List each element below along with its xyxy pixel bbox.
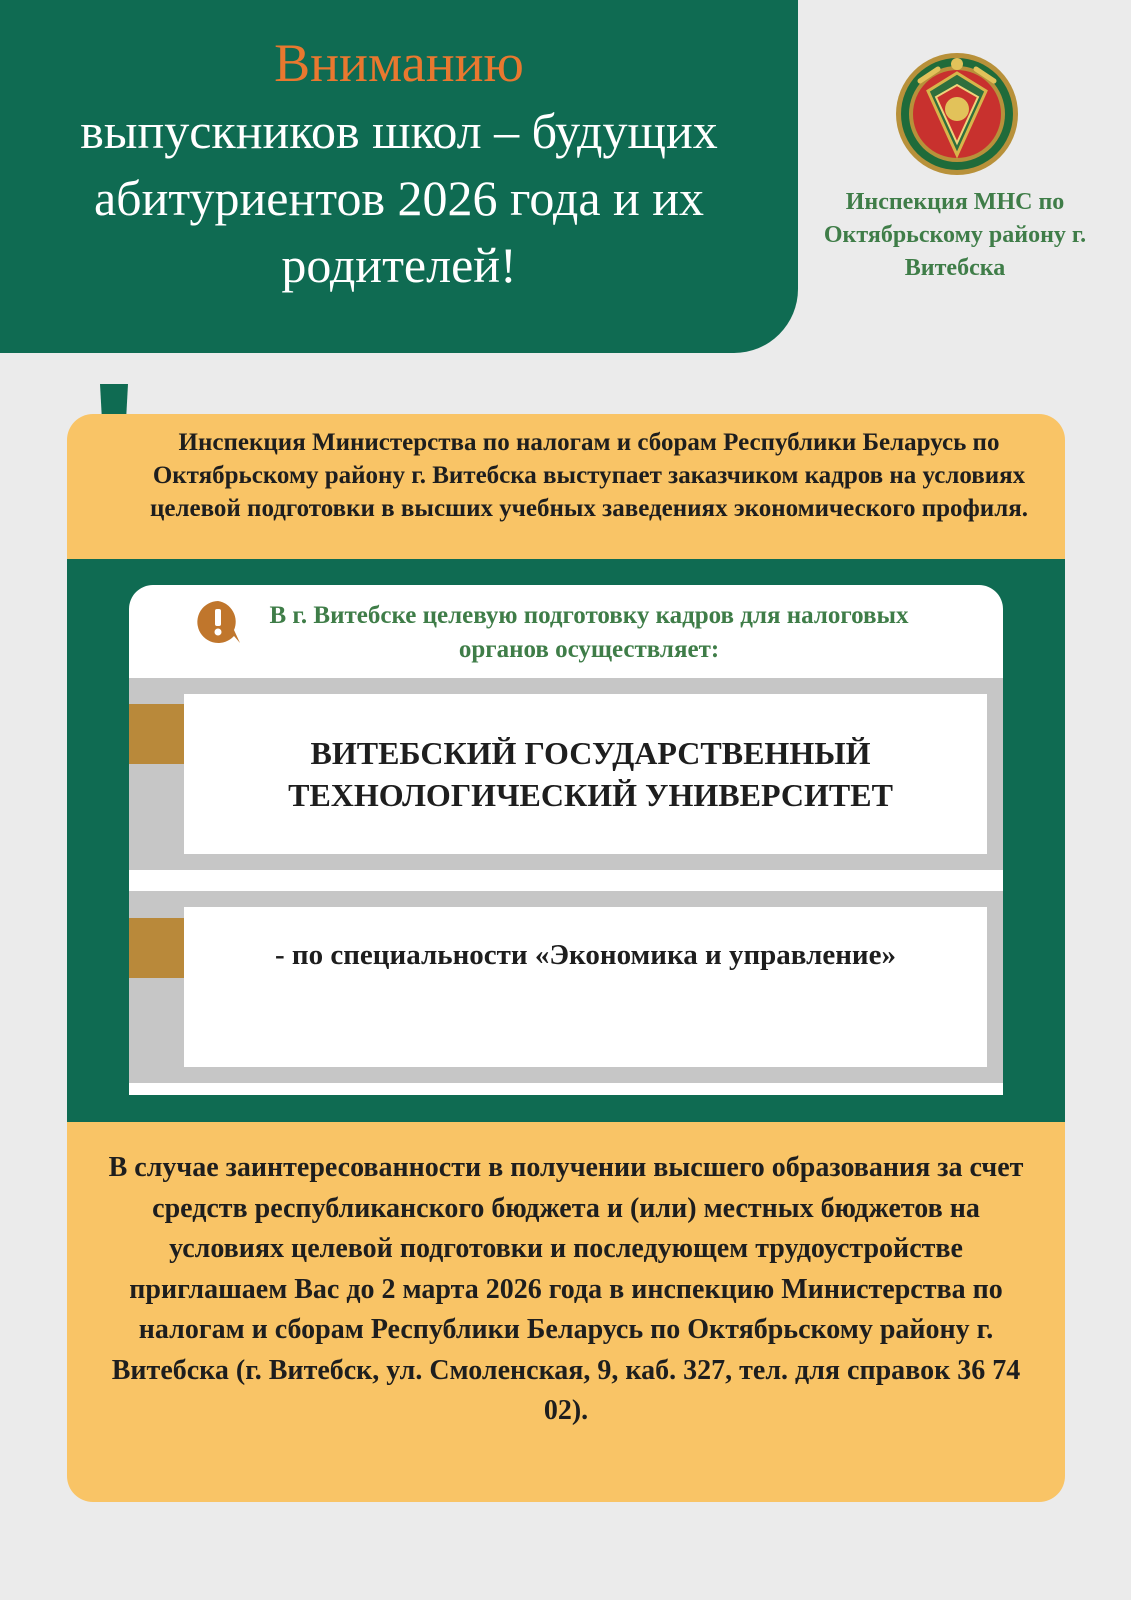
header-banner [0, 0, 798, 353]
specialty-panel [184, 907, 987, 1067]
speech-bubble-exclamation-icon [194, 598, 242, 646]
training-box [129, 585, 1003, 1095]
organization-name: Инспекция МНС по Октябрьскому району г. Витебска [823, 189, 1087, 281]
info-card [67, 414, 1065, 1502]
intro-text: Инспекция Министерства по налогам и сборам Республики Беларусь по Октябрьскому району г. Витебска выступает заказчиком кадров на условиях целевой подготовки в высших учебных заведениях экономического профиля. [149, 429, 1029, 522]
university-row [129, 678, 1003, 870]
specialty-text: - по специальности «Экономика и управление» [274, 939, 897, 971]
tax-inspection-emblem [894, 51, 1020, 177]
header-accent: Вниманию [274, 33, 524, 93]
university-name: ВИТЕБСКИЙ ГОСУДАРСТВЕННЫЙ ТЕХНОЛОГИЧЕСКИЙ УНИВЕРСИТЕТ [288, 735, 893, 813]
training-section [67, 559, 1065, 1122]
header-title: выпускников школ – будущих абитуриентов 2026 года и их родителей! [80, 103, 718, 293]
training-heading: В г. Витебске целевую подготовку кадров для налоговых органов осуществляет: [269, 602, 909, 663]
specialty-row [129, 891, 1003, 1083]
outro-text: В случае заинтересованности в получении высшего образования за счет средств республиканского бюджета и (или) местных бюджетов на условиях целевой подготовки и последующем трудоустройстве приглашаем Вас до 2 марта 2026 года в инспекцию Министерства по налогам и сборам Республики Беларусь по Октябрьскому району г. Витебска (г. Витебск, ул. Смоленская, 9, каб. 327, тел. для справок 36 74 02). [108, 1152, 1024, 1426]
university-panel [184, 694, 987, 854]
